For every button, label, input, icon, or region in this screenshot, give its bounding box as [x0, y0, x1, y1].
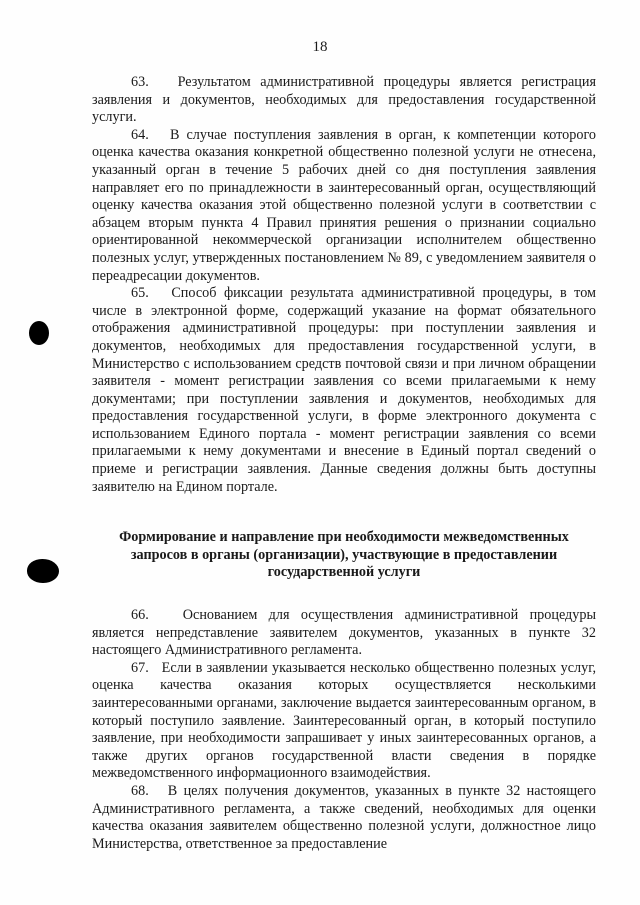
paragraph-65 — [92, 285, 596, 496]
paragraph-number: 68. — [131, 782, 149, 799]
paragraph-63 — [92, 74, 596, 127]
paragraph-text: Если в заявлении указывается несколько общественно полезных услуг, оценка качества оказания которых осуществляется несколькими заинтересованными органами, заключение выдается заинтересованным органом, в который поступило заявление. Заинтересованный орган, в который поступило заявление, при необходимости запрашивает у иных заинтересованных органов, а также других органов государственной власти сведения в порядке межведомственного информационного взаимодействия. — [92, 659, 596, 782]
paragraph-67 — [92, 660, 596, 783]
section-heading: Формирование и направление при необходимости межведомственных запросов в органы (организации), участвующие в предоставлении государственной услуги — [119, 529, 569, 581]
paragraph-number: 63. — [131, 74, 149, 90]
paragraph-text: Результатом административной процедуры является регистрация заявления и документов, необходимых для предоставления государственной услуги. — [92, 74, 597, 126]
paragraph-number: 67. — [131, 659, 149, 676]
paragraph-text: В случае поступления заявления в орган, к компетенции которого оценка качества оказания конкретной общественно полезной услуги не отнесена, указанный орган в течение 5 рабочих дней со дня поступления заявления направляет его по принадлежности в заинтересованный орган, осуществляющий оценку качества оказания этой общественно полезной услуги в соответствии с абзацем вторым пункта 4 Правил принятия решения о признании социально ориентированной некоммерческой организации исполнителем общественно полезных услуг, утвержденных постановлением № 89, с уведомлением заявителя о переадресации документов. — [92, 126, 597, 284]
paragraph-68 — [92, 783, 596, 853]
paragraph-number: 66. — [131, 607, 149, 624]
document-body — [92, 74, 596, 853]
paragraph-number: 65. — [131, 285, 149, 302]
paragraph-64 — [92, 127, 596, 285]
punch-hole-mark — [27, 559, 59, 583]
paragraph-66 — [92, 607, 596, 660]
paragraph-text: Основанием для осуществления административной процедуры является непредставление заявителем документов, указанных в пункте 32 настоящего Административного регламента. — [92, 607, 596, 659]
paragraph-text: В целях получения документов, указанных в пункте 32 настоящего Административного регламента, а также сведений, необходимых для оценки качества оказания заявителем общественно полезной услуги, должностное лицо Министерства, ответственное за предоставление — [92, 782, 596, 852]
paragraph-number: 64. — [131, 126, 149, 143]
paragraph-text: Способ фиксации результата административной процедуры, в том числе в электронной форме, содержащий указание на формат обязательного отображения административной процедуры: при поступлении заявления и документов, необходимых для предоставления государственной услуги, в Министерство с использованием средств почтовой связи и при личном обращении заявителя - момент регистрации заявления со всеми прилагаемыми к нему документами; при поступлении заявления и документов, необходимых для предоставления государственной услуги, в форме электронного документа с использованием Единого портала - момент регистрации заявления со всеми прилагаемыми к нему документами и внесение в Единый портал сведений о приеме и регистрации заявления. Данные сведения должны быть доступны заявителю на Едином портале. — [92, 285, 596, 495]
page-number: 18 — [312, 39, 328, 55]
punch-hole-mark — [29, 321, 49, 345]
